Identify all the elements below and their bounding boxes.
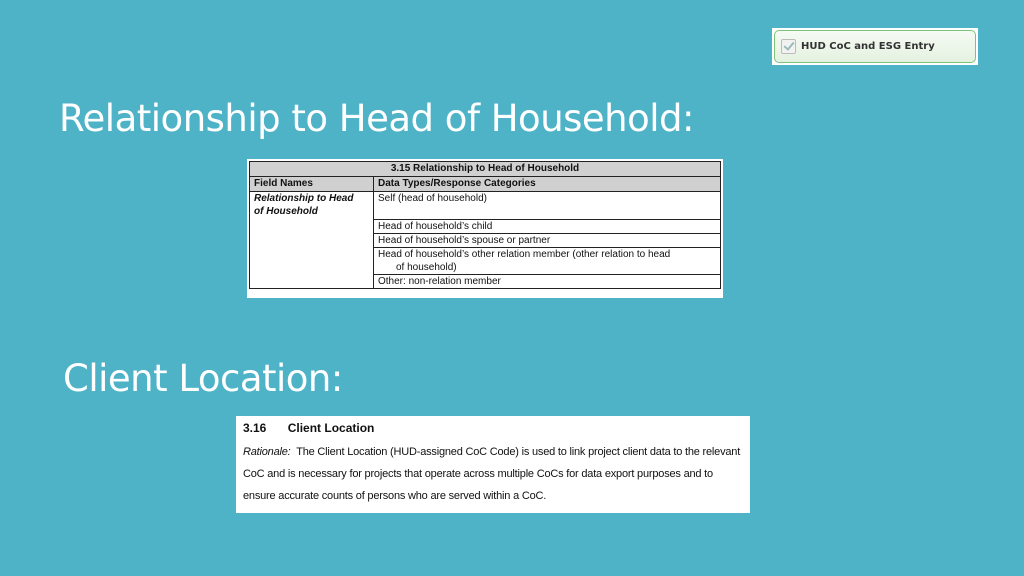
badge-frame bbox=[774, 30, 976, 63]
relationship-table-image bbox=[247, 159, 723, 298]
response-non-relation: Other: non-relation member bbox=[374, 275, 721, 289]
hud-coc-esg-badge bbox=[772, 28, 978, 65]
response-spouse: Head of household’s spouse or partner bbox=[374, 234, 721, 248]
rationale-line3: ensure accurate counts of persons who are served within a CoC. bbox=[243, 490, 547, 502]
heading-client-location: Client Location: bbox=[63, 357, 343, 400]
badge-label: HUD CoC and ESG Entry bbox=[801, 41, 935, 52]
response-other-relation-line2: of household) bbox=[396, 262, 457, 273]
field-name-line1: Relationship to Head bbox=[254, 193, 354, 204]
response-other-relation-line1: Head of household’s other relation member (other relation to head bbox=[378, 249, 671, 260]
location-rationale bbox=[243, 441, 743, 507]
checkbox-icon bbox=[781, 39, 796, 54]
rationale-line2: CoC and is necessary for projects that operate across multiple CoCs for data export purposes and to bbox=[243, 468, 713, 480]
location-title-text: Client Location bbox=[287, 421, 375, 435]
header-field-names: Field Names bbox=[250, 177, 374, 192]
response-other-relation bbox=[374, 248, 721, 275]
table-caption: 3.15 Relationship to Head of Household bbox=[250, 162, 721, 177]
heading-relationship: Relationship to Head of Household: bbox=[59, 97, 694, 140]
rationale-line1: The Client Location (HUD-assigned CoC Code) is used to link project client data to the relevant bbox=[296, 446, 741, 458]
rationale-label: Rationale: bbox=[243, 446, 291, 458]
location-title bbox=[243, 421, 743, 435]
client-location-image bbox=[236, 416, 750, 513]
response-self: Self (head of household) bbox=[374, 192, 721, 220]
location-number: 3.16 bbox=[243, 421, 267, 435]
response-child: Head of household’s child bbox=[374, 220, 721, 234]
relationship-table bbox=[249, 161, 721, 289]
field-name-line2: of Household bbox=[254, 206, 318, 217]
header-data-types: Data Types/Response Categories bbox=[374, 177, 721, 192]
field-name-cell bbox=[250, 192, 374, 289]
